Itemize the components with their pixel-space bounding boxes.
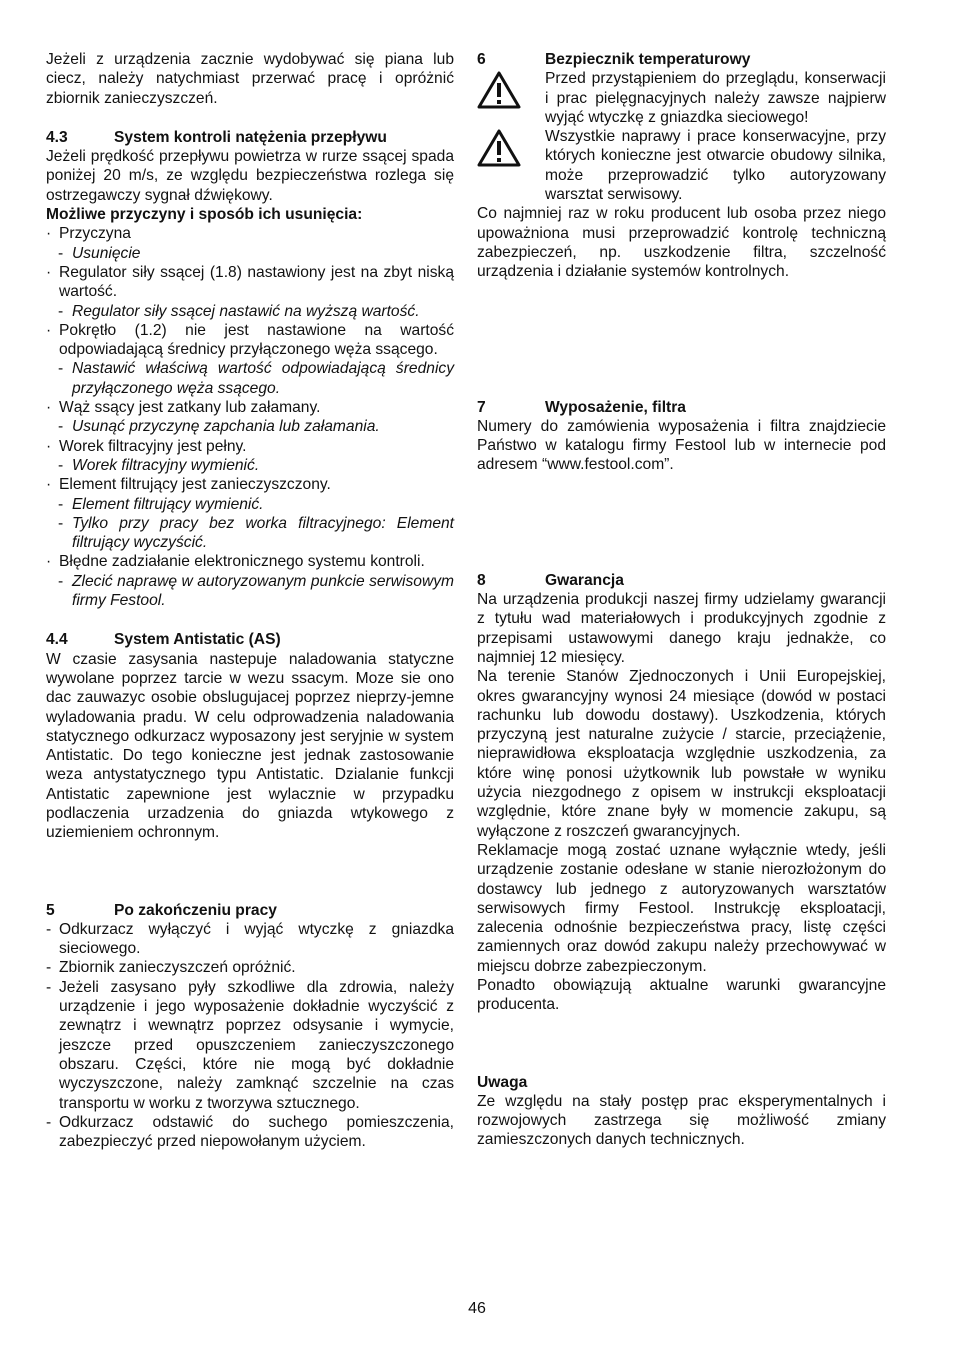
causes-heading: Możliwe przyczyny i sposób ich usunięcia: — [46, 206, 363, 224]
list-item: - Odkurzacz odstawić do suchego pomieszczenia, zabezpieczyć przed niepowołanym użyciem. — [46, 1113, 454, 1151]
list-item: · Przyczyna — [46, 225, 131, 243]
section-7-paragraph: Numery do zamówienia wyposażenia i filtra znajdziecie Państwo w katalogu firmy Festool lub w internecie pod adresem “www.festool.com”. — [477, 417, 886, 474]
section-8-heading — [477, 571, 886, 590]
note-heading: Uwaga — [477, 1073, 528, 1091]
warning-triangle-icon — [477, 71, 521, 109]
page-number: 46 — [468, 1300, 486, 1317]
right-column — [477, 50, 886, 1150]
list-subitem: - Usunięcie — [58, 244, 141, 262]
list-subitem: - Zlecić naprawę w autoryzowanym punkcie serwisowym firmy Festool. — [58, 572, 454, 610]
section-7-heading — [477, 398, 886, 417]
section-number: 4.4 — [46, 631, 68, 649]
section-8-paragraph-4: Ponadto obowiązują aktualne warunki gwarancyjne producenta. — [477, 976, 886, 1014]
list-item: · Worek filtracyjny jest pełny. — [46, 437, 247, 455]
list-subitem: - Element filtrujący wymienić. — [58, 495, 264, 513]
section-number: 7 — [477, 398, 486, 416]
warning-text: Wszystkie naprawy i prace konserwacyjne, przy których konieczne jest otwarcie obudowy silnika, może przeprowadzić tylko autoryzowany warsztat serwisowy. — [545, 128, 886, 204]
warning-text: Przed przystąpieniem do przeglądu, konserwacji i prac pielęgnacyjnych należy zawsze najpierw wyjąć wtyczkę z gniazdka sieciowego! — [545, 70, 886, 126]
list-item: · Regulator siły ssącej (1.8) nastawiony jest na zbyt niską wartość. — [46, 263, 454, 301]
list-item: · Pokrętło (1.2) nie jest nastawione na wartość odpowiadającą średnicy przyłączonego węża ssącego. — [46, 321, 454, 359]
section-title: Wyposażenie, filtra — [545, 398, 686, 416]
warning-triangle-icon — [477, 129, 521, 167]
section-title: System Antistatic (AS) — [114, 631, 281, 649]
section-title: Gwarancja — [545, 571, 624, 589]
section-6-paragraph: Co najmniej raz w roku producent lub osoba przez niego upoważniona musi przeprowadzić kontrolę techniczną zabezpieczeń, np. uszkodzenie filtra, szczelność urządzenia i działanie systemów kontrolnych. — [477, 205, 886, 281]
list-subitem: - Usunąć przyczynę zapchania lub załamania. — [58, 418, 380, 436]
section-number: 4.3 — [46, 128, 68, 146]
list-item: · Błędne zadziałanie elektronicznego systemu kontroli. — [46, 553, 425, 571]
section-number: 5 — [46, 901, 55, 919]
warning-block — [477, 127, 886, 204]
section-8-paragraph-3: Reklamacje mogą zostać uznane wyłącznie wtedy, jeśli urządzenie zostanie odesłane w stanie nierozłożonym do dostawcy lub jednego z autoryzowanych warsztatów serwisowych firmy Festool. Instrukcję eksploatacji, zalecenia odnośnie bezpieczeństwa pracy, listę części zamiennych oraz dowód zakupu należy przechowywać w miejscu dobrze zabezpieczonym. — [477, 841, 886, 975]
list-subitem: - Regulator siły ssącej nastawić na wyższą wartość. — [58, 302, 420, 320]
section-number: 8 — [477, 571, 486, 589]
section-number: 6 — [477, 51, 486, 68]
section-title: Po zakończeniu pracy — [114, 901, 277, 919]
list-item: · Element filtrujący jest zanieczyszczony. — [46, 476, 331, 494]
left-column — [46, 50, 454, 1151]
list-subitem: - Tylko przy pracy bez worka filtracyjnego: Element filtrujący wyczyścić. — [58, 514, 454, 552]
section-5-heading — [46, 901, 454, 920]
list-subitem: - Worek filtracyjny wymienić. — [58, 456, 260, 474]
section-6-heading — [477, 50, 886, 69]
list-item: - Zbiornik zanieczyszczeń opróżnić. — [46, 959, 296, 977]
list-item: · Wąż ssący jest zatkany lub załamany. — [46, 399, 321, 417]
list-item: - Jeżeli zasysano pyły szkodliwe dla zdrowia, należy urządzenie i jego wyposażenie dokładnie wyczyścić z zewnątrz i wewnątrz poprzez odsysanie i wymycie, jeszcze przed opuszczeniem zanieczyszczonego obszaru. Części, które nie mogą być dokładnie wyczyszczone, należy zamknąć szczelnie na czas transportu w worku z tworzywa sztucznego. — [46, 978, 454, 1112]
section-4-3-heading — [46, 128, 454, 147]
section-title: System kontroli natężenia przepływu — [114, 128, 387, 146]
list-subitem: - Nastawić właściwą wartość odpowiadającą średnicy przyłączonego węża ssącego. — [58, 360, 454, 397]
section-8-paragraph-1: Na urządzenia produkcji naszej firmy udzielamy gwarancji z tytułu wad materiałowych i produkcyjnych zgodnie z przepisami ustawowymi danego kraju jednakże, co najmniej 12 miesięcy. — [477, 591, 886, 666]
warning-block — [477, 69, 886, 127]
section-title: Bezpiecznik temperaturowy — [545, 51, 751, 68]
list-item: - Odkurzacz wyłączyć i wyjąć wtyczkę z gniazdka sieciowego. — [46, 920, 454, 958]
intro-paragraph: Jeżeli z urządzenia zacznie wydobywać się piana lub ciecz, należy natychmiast przerwać pracę i opróżnić zbiornik zanieczyszczeń. — [46, 51, 454, 107]
note-paragraph: Ze względu na stały postęp prac eksperymentalnych i rozwojowych zastrzega się możliwość zmiany zamieszczonych danych technicznych. — [477, 1092, 886, 1149]
section-8-paragraph-2: Na terenie Stanów Zjednoczonych i Unii Europejskiej, okres gwarancyjny wynosi 24 miesiące (dowód w postaci rachunku lub dowodu dostawy). Uszkodzenia, których przyczyną jest naturalne zużycie / starcie, przeciążenie, nieprawidłowa eksploatacja względnie uszkodzenia, za które winę ponosi użytkownik lub powstałe w wyniku użycia niezgodnego z opisem w instrukcji eksploatacji względnie, które znane były w momencie zakupu, są wyłączone z roszczeń gwarancyjnych. — [477, 668, 886, 840]
section-4-4-heading — [46, 630, 454, 649]
section-4-3-paragraph: Jeżeli prędkość przepływu powietrza w rurze ssącej spada poniżej 20 m/s, ze względu bezpieczeństwa rozlega się ostrzegawczy sygnał dźwiękowy. — [46, 148, 454, 204]
section-4-4-paragraph: W czasie zasysania nastepuje naladowania statyczne wywolane poprzez tarcie w wezu ssacym. Moze sie ono dac zauwazyc osobie obslugujacej poprzez nieprzy-jemne wyladowania pradu. W celu odprowadzenia naladowania statycznego odkurzacz wyposazony jest seryjnie w system Antistatic. Do tego konieczne jest jednak zastosowanie weza antystatycznego typu Antistatic. Dzialanie funkcji Antistatic zapewnione jest wylacznie w przypadku podlaczenia urzadzenia do gniazda wtykowego z uziemieniem ochronnym. — [46, 650, 454, 842]
